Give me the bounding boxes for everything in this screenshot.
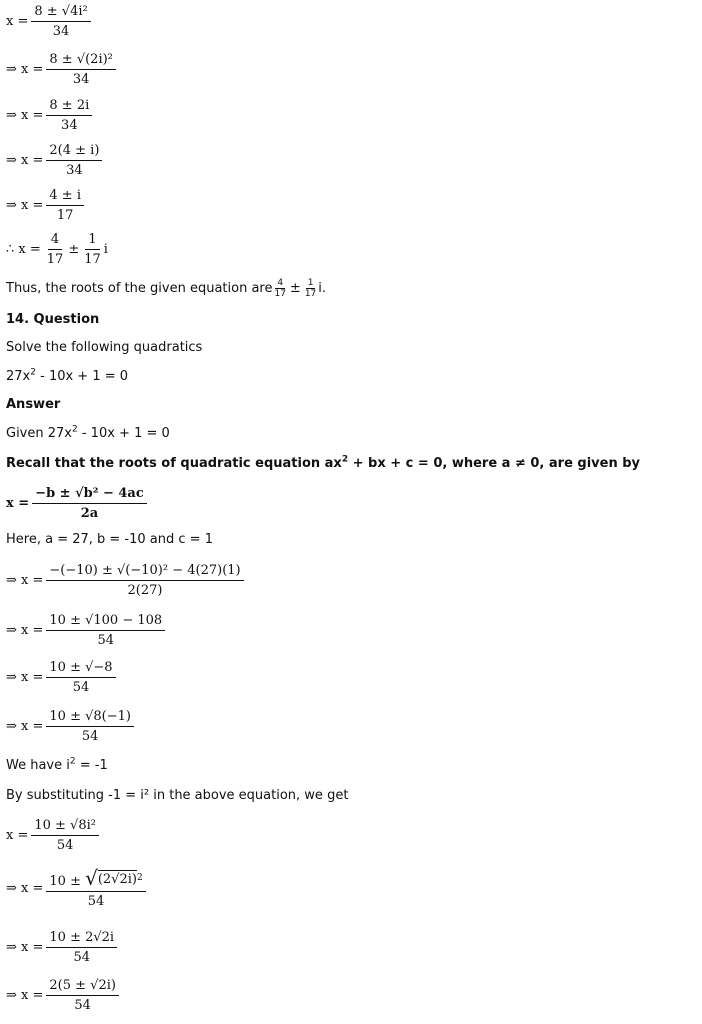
numerator: 4 <box>277 278 284 288</box>
numerator: 8 ± √4i² <box>31 4 90 22</box>
equation-step-7 <box>6 563 244 598</box>
denominator: 17 <box>304 289 317 299</box>
numerator: 10 ± √100 − 108 <box>46 613 165 631</box>
numerator: 1 <box>307 278 314 288</box>
fraction <box>32 486 147 521</box>
denominator: 17 <box>274 289 286 299</box>
denominator: 34 <box>52 24 70 39</box>
question-equation <box>6 368 128 386</box>
fraction <box>46 978 119 1013</box>
numerator: 8 ± √(2i)² <box>46 52 116 70</box>
we-have-line <box>6 757 108 775</box>
denominator: 2(27) <box>127 583 163 598</box>
eq-lhs: ∴ x = <box>6 242 41 257</box>
eq-lhs: ⇒ x = <box>6 62 44 77</box>
denominator: 17 <box>56 208 74 223</box>
equation-step-8 <box>6 613 165 648</box>
equation-step-9 <box>6 660 116 695</box>
substituting-line: By substituting -1 = i² in the above equation, we get <box>6 788 349 803</box>
denominator: 2a <box>80 506 99 521</box>
quadratic-formula <box>6 486 147 521</box>
conclusion-text: Thus, the roots of the given equation are <box>6 280 273 296</box>
fraction <box>44 232 67 267</box>
radical: √ (2√2i) 2 <box>85 866 143 890</box>
eq-part: - 10x + 1 = 0 <box>35 369 129 384</box>
recall-text: Recall that the roots of quadratic equation ax <box>6 456 342 471</box>
denominator: 54 <box>73 950 90 965</box>
denominator: 54 <box>87 894 105 909</box>
fraction <box>46 709 134 744</box>
eq-lhs: ⇒ x = <box>6 198 44 213</box>
equation-step-1 <box>6 4 91 39</box>
coefficients-line: Here, a = 27, b = -10 and c = 1 <box>6 532 213 547</box>
denominator: 54 <box>56 838 74 853</box>
fraction <box>46 98 92 133</box>
given-line <box>6 425 170 443</box>
eq-lhs: ⇒ x = <box>6 153 44 168</box>
eq-lhs: x = <box>6 14 29 29</box>
we-have-text: = -1 <box>75 758 108 773</box>
conclusion-line <box>6 278 326 299</box>
eq-lhs: ⇒ x = <box>6 940 44 955</box>
radical-sign: √ <box>85 866 98 890</box>
denominator: 34 <box>61 118 78 133</box>
fraction <box>46 613 165 648</box>
numerator: 4 <box>48 232 62 250</box>
denominator: 17 <box>84 252 101 267</box>
eq-lhs: ⇒ x = <box>6 881 44 896</box>
equation-step-4 <box>6 143 102 178</box>
eq-lhs: ⇒ x = <box>6 988 44 1003</box>
given-text: Given 27x <box>6 426 72 441</box>
numerator: 1 <box>85 232 99 250</box>
fraction <box>46 868 145 909</box>
numerator: −b ± √b² − 4ac <box>32 486 147 504</box>
equation-step-5 <box>6 188 84 223</box>
numerator: −(−10) ± √(−10)² − 4(27)(1) <box>46 563 243 581</box>
eq-lhs: ⇒ x = <box>6 719 44 734</box>
equation-step-2 <box>6 52 116 87</box>
imaginary-unit: i <box>103 242 108 257</box>
plus-minus: ± <box>289 280 301 296</box>
numerator: 2(4 ± i) <box>46 143 102 161</box>
numerator: 8 ± 2i <box>46 98 92 116</box>
plus-minus: ± <box>68 242 80 257</box>
question-prompt: Solve the following quadratics <box>6 340 203 355</box>
numerator: 10 ± √8(−1) <box>46 709 134 727</box>
recall-line <box>6 455 640 473</box>
radicand: (2√2i) <box>97 871 137 887</box>
numerator: 10 ± √−8 <box>46 660 115 678</box>
eq-lhs: ⇒ x = <box>6 108 44 123</box>
given-text: - 10x + 1 = 0 <box>77 426 170 441</box>
denominator: 34 <box>66 163 83 178</box>
fraction <box>31 818 99 853</box>
fraction <box>46 52 116 87</box>
numerator <box>46 868 145 892</box>
equation-step-12 <box>6 868 146 909</box>
eq-lhs: ⇒ x = <box>6 623 44 638</box>
numerator: 4 ± i <box>46 188 84 206</box>
eq-lhs: x = <box>6 828 29 843</box>
exponent: 2 <box>71 424 78 435</box>
exponent: 2 <box>30 367 36 378</box>
numerator: 2(5 ± √2i) <box>46 978 119 996</box>
recall-text: + bx + c = 0, where a ≠ 0, are given by <box>348 456 641 471</box>
we-have-text: We have i <box>6 758 70 773</box>
question-heading: 14. Question <box>6 312 100 327</box>
fraction <box>272 278 287 299</box>
denominator: 17 <box>46 252 64 267</box>
eq-part: 27x <box>6 369 31 384</box>
eq-lhs: ⇒ x = <box>6 670 44 685</box>
exponent: 2 <box>341 454 349 465</box>
fraction <box>303 278 318 299</box>
conclusion-suffix: i. <box>318 280 327 296</box>
denominator: 54 <box>72 680 90 695</box>
equation-step-13 <box>6 930 117 965</box>
equation-step-3 <box>6 98 92 133</box>
fraction <box>46 930 117 965</box>
answer-heading: Answer <box>6 397 61 412</box>
denominator: 54 <box>74 998 91 1013</box>
equation-step-6 <box>6 232 108 267</box>
denominator: 54 <box>81 729 99 744</box>
fraction <box>46 563 243 598</box>
fraction <box>81 232 104 267</box>
fraction <box>46 188 84 223</box>
denominator: 34 <box>72 72 90 87</box>
fraction <box>46 143 102 178</box>
eq-lhs: ⇒ x = <box>6 573 44 588</box>
numerator: 10 ± 2√2i <box>46 930 117 948</box>
eq-lhs: x = <box>6 496 30 511</box>
equation-step-10 <box>6 709 134 744</box>
numerator: 10 ± √8i² <box>31 818 99 836</box>
fraction <box>46 660 115 695</box>
denominator: 54 <box>97 633 115 648</box>
exponent: 2 <box>69 756 76 767</box>
fraction <box>31 4 90 39</box>
equation-step-14 <box>6 978 119 1013</box>
num-part: 10 ± <box>49 874 86 889</box>
equation-step-11 <box>6 818 99 853</box>
